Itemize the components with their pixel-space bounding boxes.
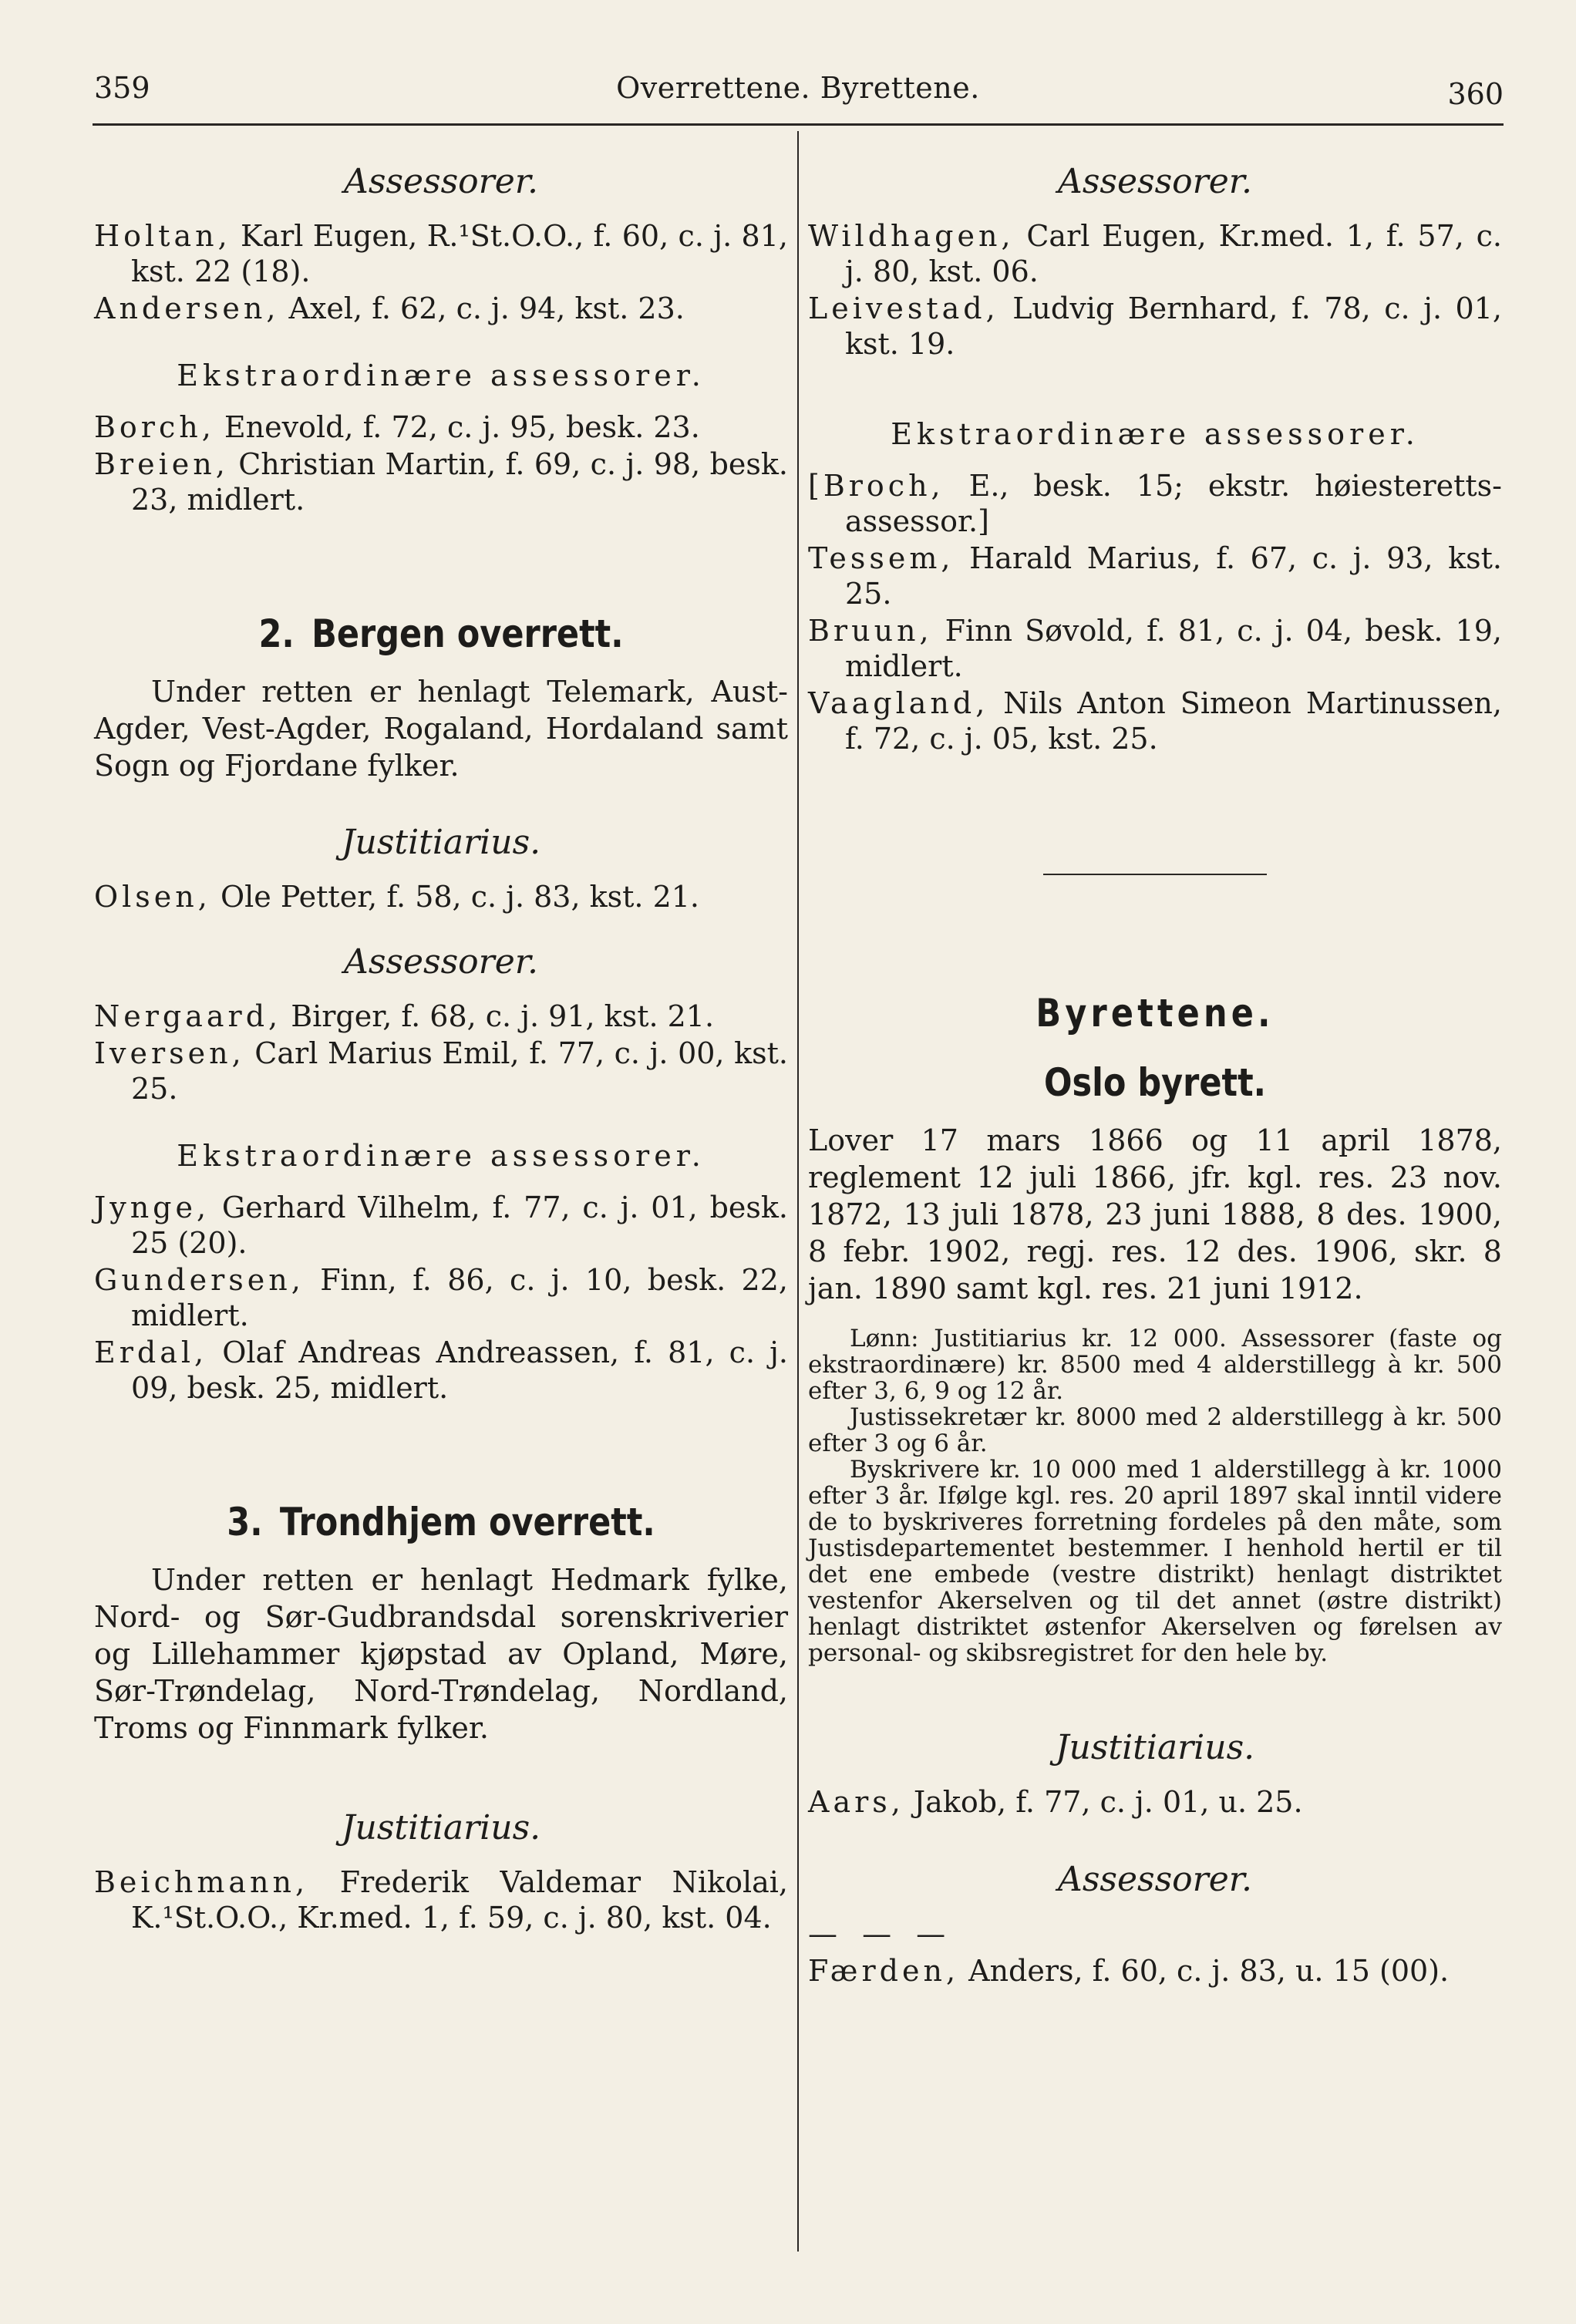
list-item: Andersen, Axel, f. 62, c. j. 94, kst. 23. [94,291,685,325]
list-item: Erdal, Olaf Andreas Andreassen, f. 81, c. j. 09, besk. 25, midlert. [94,1335,788,1405]
section-heading: Justitiarius. [341,823,541,862]
list-item: Gundersen, Finn, f. 86, c. j. 10, besk. 22, midlert. [94,1263,788,1332]
oslo-legal-basis: Lover 17 mars 1866 og 11 april 1878, reglement 12 juli 1866, jfr. kgl. res. 23 nov. 1872, 13 juli 1878, 23 juni 1888, 8 des. 1900, 8 febr. 1902, regj. res. 12 des. 1906, skr. 8 jan. 1890 samt kgl. res. 21 juni 1912. [808,1123,1502,1305]
salary-note: Byskrivere kr. 10 000 med 1 alderstillegg à kr. 1000 efter 3 år. Ifølge kgl. res. 20 april 1897 skal inntil videre de to byskriveres forretning fordeles på den måte, som Justisdepartementet bestemmer. I henhold hertil er til det ene embede (vestre distrikt) henlagt distriktet vestenfor Akerselven og til det annet (østre distrikt) henlagt distriktet østenfor Akerselven og førelsen av personal- og skibsregistret for den hele by. [808,1456,1502,1667]
court-heading-trondhjem: 3. Trondhjem overrett. [227,1500,655,1544]
right-column [808,154,1502,1990]
section-heading: Assessorer. [344,162,538,201]
salary-note: Lønn: Justitiarius kr. 12 000. Assessorer (faste og ekstraordinære) kr. 8500 med 4 alderstillegg à kr. 500 efter 3, 6, 9 og 12 år. [808,1325,1502,1405]
list-item: Nergaard, Birger, f. 68, c. j. 91, kst. 21. [94,999,715,1033]
page-number-left: 359 [94,71,150,105]
salary-note: Justissekretær kr. 8000 med 2 alderstillegg à kr. 500 efter 3 og 6 år. [808,1403,1502,1457]
list-item: Bruun, Finn Søvold, f. 81, c. j. 04, besk. 19, midlert. [808,614,1502,683]
byrettene-heading: Byrettene. [1036,991,1275,1036]
vacant-marker: — — — [808,1917,954,1951]
list-item: Leivestad, Ludvig Bernhard, f. 78, c. j. 01, kst. 19. [808,291,1502,361]
list-item: Borch, Enevold, f. 72, c. j. 95, besk. 23. [94,410,700,444]
list-item: Holtan, Karl Eugen, R.¹St.O.O., f. 60, c. j. 81, kst. 22 (18). [94,219,788,288]
list-item: Breien, Christian Martin, f. 69, c. j. 98, besk. 23, midlert. [94,447,788,517]
list-item: Iversen, Carl Marius Emil, f. 77, c. j. 00, kst. 25. [94,1036,788,1106]
list-item: Olsen, Ole Petter, f. 58, c. j. 83, kst. 21. [94,880,700,914]
list-item: Wildhagen, Carl Eugen, Kr.med. 1, f. 57, c. j. 80, kst. 06. [808,219,1502,288]
section-heading: Justitiarius. [341,1808,541,1847]
court-heading-bergen: 2. Bergen overrett. [258,611,624,656]
list-item: [Broch, E., besk. 15; ekstr. høiesteretts-assessor.] [808,469,1502,538]
list-item: Tessem, Harald Marius, f. 67, c. j. 93, kst. 25. [808,541,1502,611]
list-item: Vaagland, Nils Anton Simeon Martinussen, f. 72, c. j. 05, kst. 25. [808,686,1502,756]
section-heading: Assessorer. [1058,1860,1252,1899]
section-heading: Justitiarius. [1055,1728,1255,1767]
page-header [93,71,1504,117]
subsection-heading: Ekstraordinære assessorer. [177,1139,705,1173]
jurisdiction-text: Under retten er henlagt Telemark, Aust-Agder, Vest-Agder, Rogaland, Hordaland samt Sogn og Fjordane fylker. [94,675,788,783]
column-divider [797,131,799,2252]
section-heading: Assessorer. [1058,162,1252,201]
list-item: Færden, Anders, f. 60, c. j. 83, u. 15 (00). [808,1954,1450,1988]
subsection-heading: Ekstraordinære assessorer. [891,417,1419,451]
jurisdiction-text: Under retten er henlagt Hedmark fylke, Nord- og Sør-Gudbrandsdal sorenskriverier og Lillehammer kjøpstad av Opland, Møre, Sør-Trøndelag, Nord-Trøndelag, Nordland, Troms og Finnmark fylker. [94,1563,788,1745]
list-item: Beichmann, Frederik Valdemar Nikolai, K.¹St.O.O., Kr.med. 1, f. 59, c. j. 80, kst. 04. [94,1865,788,1935]
section-heading: Assessorer. [344,942,538,982]
page-number-right: 360 [1447,77,1504,111]
court-heading-oslo: Oslo byrett. [1043,1060,1267,1105]
running-title: Overrettene. Byrettene. [616,71,980,105]
list-item: Jynge, Gerhard Vilhelm, f. 77, c. j. 01, besk. 25 (20). [94,1191,788,1260]
list-item: Aars, Jakob, f. 77, c. j. 01, u. 25. [808,1785,1303,1819]
subsection-heading: Ekstraordinære assessorer. [177,359,705,392]
left-column [94,154,788,1937]
header-rule [93,123,1504,126]
